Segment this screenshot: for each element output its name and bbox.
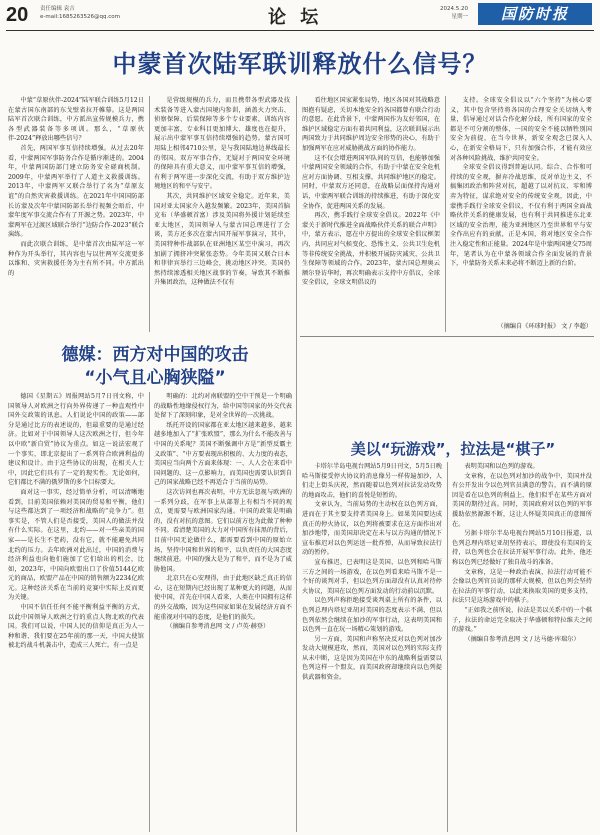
paragraph: 北京只在心安理得，由于此地区缺乏真正的信心，这在短期内已经出现了某种更大的问题，从而使中国，首先在中国人看来，人类在中国拥有这样的外交战略，因为这些国家如果在发展经济方面不能重视对中国的态度，是他们的损失。 [154, 575, 292, 621]
paragraph: 支持。全球安全倡议以“六个坚持”为核心要义，其中包含坚持将各国的合理安全关切纳入考量，倡导通过对话合作化解分歧，所有国家的安全都是不可分割的整体，一国的安全不能以牺牲别国安全为前提，在当今世界，新安全观念已深入人心，在新安全格局下，只有加强合作，才能有效应对各种风险挑战，维护共同安全。 [450, 97, 592, 162]
article1-column-4 [450, 96, 592, 336]
paragraph: 表明美国和以色列的游戏。 [464, 463, 539, 470]
paragraph: 全球安全倡议得到普遍认同。综合、合作和可持续的安全观，摒弃冷战思维，反对单边主义，不搞集团政治和阵营对抗，超越了以对抗议、零和博弈为特征，谋求绝对安全的传统安全观，因此，中蒙携手践行全球安全倡议，不仅有利于两国全面战略伙伴关系的健康发展，也有利于共同推进东北亚区域的安全治理，能为亚洲地区乃至世界和平与安全作出应有的贡献，正是本国，将对地区安全合作注入稳定性和正能量。2024年是中蒙两国建交75周年，笔者认为在中蒙各领域合作全面发展的背景下，中蒙防务关系未来必将不断迈上新的台阶。 [450, 164, 592, 268]
us-israel-headline: 美以“玩游戏”，拉法是“棋子” [350, 440, 556, 458]
paragraph: 是营级规模的兵力，而且携带各型武器及技术装备等进入蒙古国境内参训，涵盖火力突击、侦察保障、后装保障等多个专业要素，训练内容更加丰富，专业科目更加博大、雄度也在提升，展示出中蒙军事互信持续增强的趋势。蒙古国可用陆上相邻4710公里，是与我国陆地边界线最长的邻国。双方军事合作，无疑对于两国安全环境的保障具有重大意义，而中蒙军事互信的增强，有利于两军进一步深化交流，有助于双方维护边境地区的和平与安宁。 [154, 97, 290, 191]
editor-name: 责任编辑 袁吉 [40, 6, 75, 12]
issue-date [420, 5, 468, 21]
date-text: 2024.5.20 [440, 6, 468, 12]
weekday-text: 星期一 [451, 14, 468, 20]
german-media-headline-line1: 德媒：西方对中国的攻击 [61, 345, 249, 365]
column-divider [296, 436, 297, 832]
paragraph: 这次访问也再次表明，中方无法忽视与欧洲的一系列分歧，在军事上从部署上有相当不同的观点，更需要与欧洲国家沟通。中国的政策是明确的，没有对抗的意图。它们以前方也为此做了种种不同。看清楚美国的大力对中国所有抹黑的背后，目前中国无论做什么，都需要看到中国的原始立场，坚持中国和世界的和平，以负责任的大国态度继续前进。中国的强大是为了和平，而不是为了威胁他国。 [154, 488, 292, 573]
editor-email: e-mail:1685263526@qq.com [40, 14, 120, 20]
column-divider [296, 96, 297, 436]
article1-credit: （摘编自《环球时报》 文 / 李超） [497, 323, 592, 330]
article3-column-2 [452, 462, 592, 832]
paragraph: 以色列声称拒绝接受谈判桌上所有的条件，以色列总理内塔尼亚胡对美国的态度表示不满，但以色列依然会继续在加沙的军事行动，这表明美国和以色列一直在玩一场精心策划的游戏。 [302, 597, 442, 634]
page-number: 20 [6, 4, 29, 26]
paragraph: 中国不信任任何不能平衡利益平衡的方式，以此中国领导人欧洲之行的重点人物北欧的代表国。我们可以说，中国人民的信仰是真正为人一种和谐、我们要在25年前的那一天，中国大使馆被北约战斗机袭击中，造成三人死亡。有一点是 [8, 604, 144, 650]
paragraph: （摘编自参考消息网 文 / 卢英·赫登） [166, 623, 270, 631]
main-headline: 中蒙首次陆军联训释放什么信号？ [112, 50, 488, 78]
paragraph: 其次，共同维护区域安全稳定。近年来，美国对亚太国家介入越发频繁。2023年，美国首脑克布（华盛顿首富）涉及美国将外援计划延续至亚太地区，美国领导人与蒙古国总理进行了会谈，美方还多次在蒙古国开展军事演习，其中，美国特种作战部队在亚洲地区某空中演习，再次加剧了拥挤冲突紧张态势。今年美国又联合日本和菲律宾举行三边峰会，挑动地区冲突。美国仍然持续渗透相关地区战事的节奏，导致其不断推升集团政治，这种做法不仅有 [154, 192, 290, 287]
paragraph: 另据卡塔尔半岛电视台网站5月10日报道，以色列总理内塔尼亚胡坚持表示，即使没有美国的支持，以色列也会在拉法开展军事行动。此外，他还称以色列已经做好了独自战斗的准备。 [452, 530, 592, 566]
article3-column-1 [302, 462, 442, 832]
section-title: 论 坛 [268, 7, 323, 28]
column-divider [445, 96, 446, 332]
column-divider [447, 462, 448, 832]
editor-info [40, 5, 120, 21]
article2-column-1 [8, 392, 144, 832]
header-rule [6, 30, 594, 31]
paragraph: 文章认为，当前局势的主动权在以色列方面，进而在于其主要支持者美国身上。如果美国要达成真正的停火协议，以色列将被要求在这方面作出对加沙地带，而美国却决定在未与以方沟通的情况下宣布推迟对以色列运送一批炸弹，从而导致拉法行动的暂停。 [302, 501, 442, 557]
paragraph: 纸托开设的国家都在亚太地区越来越多，越来越多地加入了“扩张欧盟”，那么为什么不能改善与中国的关系呢？美国不断强调中方是“新型反霸主义政策”、“中方要表现出积极的、大力度的表态，美国应当向两个方面来体现：一、人人会在来看中国问题的、这一点影响力，而美国也需要认识到自己的国家战略已经不再适合于当前的局势。 [154, 421, 292, 487]
german-media-headline-line2: “小气且心胸狭隘” [84, 368, 226, 388]
paragraph: （摘编自参考消息网 文 / 达马德·库瑞尔） [464, 635, 580, 643]
paragraph: 文章称，这是一种政治表演，拉法行动可能不会像以色列官员说的那样大规模，但以色列会坚持在拉法的军事行动，以此来换取美国的更多支持，拉法只是这场游戏中的棋子。 [452, 568, 592, 605]
article1-column-3 [302, 96, 440, 332]
column-divider [149, 392, 150, 832]
masthead-logo: 国防时报 [478, 3, 592, 25]
paragraph: 看往地区国家紧张局势，地区各国对其战略意图抱有疑虑，关切本地安全的各国都曾有联合行动的意愿。在此背景下，中蒙两国作为友好邻国，在维护区域稳定方面有着共同利益，这次联训展示出两国致力于共同维护周边安全形势的决心，有助于加强两军在应对威胁挑战方面的协作能力。 [302, 97, 440, 152]
paragraph: 首先，两国军事互信持续增强。从过去20年看，中蒙两国军事防务合作是循序渐进的。2004年，中蒙两国防部门建立防务安全磋商机制。2009年，中蒙两军举行了人道主义救援训练。2013年，中蒙两军又联合举行了名为“草原友谊”的自然灾害救援训练。在2021年中国国防部长访蒙及次年中蒙国防部长举行视频会晤后，中蒙年度军事交流合作有了开源之势。2023年，中蒙两军在过渡区域联合举行“边防合作-2023”联合演练。 [8, 144, 144, 239]
article1-column-2 [154, 96, 290, 332]
paragraph: “正如我之前所说，拉法是美以关系中的一个棋子，拉法的命运完全取决于华盛顿和特拉维夫之间的游戏。” [452, 606, 592, 634]
paragraph: 这不仅会增进两国军队间的互信，也能够加强中蒙两国安全领域的合作，有助于中蒙在安全危机应对方面协调、互相支撑，共同维护地区的稳定。同时，中蒙双方还同意，在战略层面保持沟通对话，中蒙两军联合训练的持续推进，有助于深化安全协作，促进两国关系的发展。 [302, 154, 440, 210]
paragraph: 卡塔尔半岛电视台网站5月9日刊文，5月5日晚哈马斯接受停火协议的消息像另一样传遍加沙，人们走上街头庆祝，然而随着以色列对拉法发动攻势的地面攻击，他们的喜悦是短暂的。 [302, 463, 442, 499]
column-divider [149, 96, 150, 332]
paragraph: 德国《星期五》周报网站5月7日刊文称，中国领导人对欧洲之行向外界传递了一种直观性中国外交政策的讯息。人们说论中国的政策——部分是通过比方的表述说的，但最重要的是通过经济。比如对于中国领导人这次欧洲之行，但今年以中欧“新自贸”协议为重点。如这一说法宏观了一个事实，即北京提出了一系列符合欧洲利益的建议和设计。由于这些协议的出现，在相关人士中，因此它们具有了一定的现实性。无论如何，它们都比不满的俄罗斯的多个目标要大。 [8, 393, 144, 487]
paragraph: 而此次联合训练，是中蒙首次由陆军这一军种作为开头举行，其内容也与以往两军交流更多以维和、灾害救援任务为主有所不同。中方派出的 [8, 240, 144, 277]
paragraph: 再次，携手践行全球安全倡议。2022年《中蒙关于新时代推进全面战略伙伴关系的联合声明》中，蒙方表示，愿在中方提出的全球安全倡议框架内，共同应对气候变化、恐怖主义、公共卫生危机等非传统安全挑战，并积极开展防灾减灾、公共卫生保障等领域的合作。2023年，蒙古国总理奥云额尔登访华时，再次明确表示支持中方倡议，全球安全倡议，全球文明倡议的 [302, 212, 440, 287]
article1-column-1 [8, 96, 144, 332]
paragraph: 另一方面，美国和声称坚决反对以色列对加沙发动大规模进攻，然而，美国对以色列的实际支持从未中断，这是因为美国在中东的战略利益需要以色列这样一个盟友，而美国政府却继续向以色列提供武器和资金。 [302, 635, 442, 682]
paragraph: 明确的：北约对南联盟的空中干预是一个明确的战略性地缘侵权行为，给中国等国家的外交代表处留下了深刻印象，是对全世界的一次挑战。 [154, 393, 292, 420]
paragraph: 中蒙“草原伙伴-2024”陆军联合训练5月12日在蒙古国东南部的东戈壁省拉开帷幕。这是两国陆军首次联合训练，中方派出宣传规模兵力，携各型武器装备等多项训。那么，“草原伙伴-2024”释放出哪些信号？ [8, 97, 144, 143]
paragraph: 宣布推迟，已表明这是美国、以色列和哈马斯三方之间的一场游戏，在以色列看来哈马斯不是一个好的谈判对手，但以色列方面却没有认真对待停火协议，美国在以色列方面发动的行动前以沉默。 [302, 558, 442, 595]
article2-column-2 [154, 392, 292, 832]
paragraph: 文章称，在以色列对加沙的战争中，美国并没有公开发出令以色列官员满意的警告，而不满的原因是看在以色列的利益上，他们似乎在某些方面对美国的期待过高。同时，美国政府对以色列的军事援助依然源源不断，这让人怀疑美国真正的意图所在。 [452, 472, 592, 528]
article-divider [300, 336, 594, 337]
paragraph: 面对这一事实，经过简单分析，可以清晰地看到，目前美国依赖对美国的贸易和平衡，他们与这些都达到了一项经济和战略的“竞争力”。但事实是，不管人们是否接受，美国人的做法并没有什么实际。在这里，北约——对一些亲美的国家——是长生不老药，没有它，就不能避免共同北约的压力。去年欧洲对此出过，中国的消费与经济利益也向他们施加了它们给出的机会，比如，2023年，中国向欧盟出口了价值5144亿欧元的商品，欧盟产品在中国的销售额为2234亿欧元。这种经济关系在当前的竞赛中实际上反而更为关键。 [8, 488, 144, 602]
